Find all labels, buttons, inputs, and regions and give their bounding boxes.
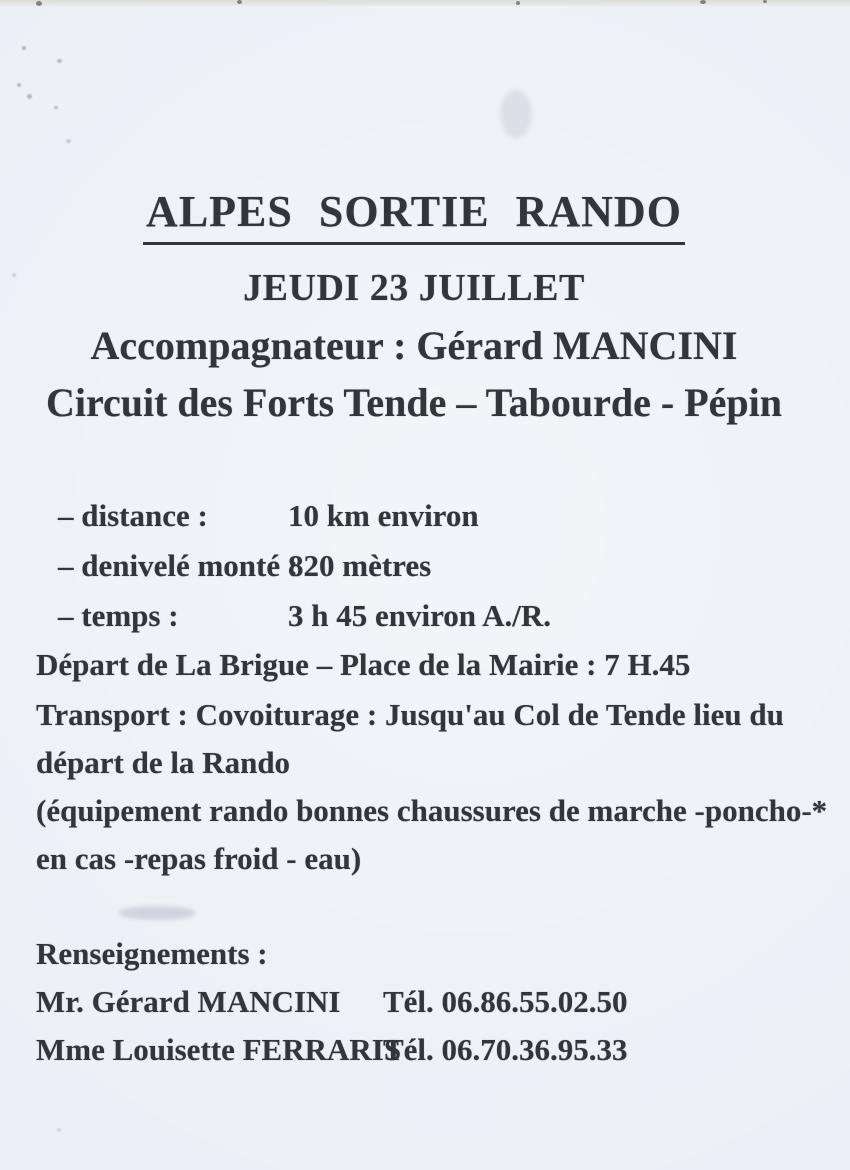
dust-speck	[17, 83, 21, 87]
dust-speck	[22, 46, 26, 50]
detail-label: – temps :	[58, 598, 179, 633]
scan-speck	[516, 1, 520, 5]
scan-smudge	[118, 906, 196, 920]
contact-row	[0, 984, 850, 1024]
scan-speck	[700, 0, 706, 4]
contact-name: Mme Louisette FERRARIS	[36, 1032, 402, 1067]
scan-edge	[0, 0, 850, 7]
dust-speck	[66, 139, 71, 143]
detail-value: 3 h 45 environ A./R.	[288, 598, 551, 633]
detail-value: 820 mètres	[288, 548, 432, 583]
detail-label: – distance :	[58, 498, 208, 533]
guide-line: Accompagnateur : Gérard MANCINI	[90, 323, 738, 368]
scan-speck	[36, 1, 42, 6]
dust-speck	[27, 94, 32, 99]
page-title-text: ALPES SORTIE RANDO	[143, 186, 685, 245]
dust-speck	[57, 1128, 61, 1132]
detail-value: 10 km environ	[288, 498, 479, 533]
detail-row-distance	[0, 498, 850, 538]
detail-row-denivele	[0, 548, 850, 588]
event-date: JEUDI 23 JUILLET	[243, 267, 585, 309]
contact-row	[0, 1032, 850, 1072]
dust-speck	[54, 106, 58, 109]
contacts-heading: Renseignements :	[36, 936, 268, 971]
contact-phone: Tél. 06.86.55.02.50	[383, 984, 628, 1019]
equipment-line: (équipement rando bonnes chaussures de marche -poncho-*	[36, 793, 828, 828]
scan-smudge	[500, 90, 532, 138]
transport-line-cont: départ de la Rando	[36, 745, 291, 780]
route-line: Circuit des Forts Tende – Tabourde - Pépin	[45, 380, 783, 425]
detail-row-temps	[0, 598, 850, 638]
dust-speck	[57, 59, 62, 63]
detail-label: – denivelé monté :	[58, 548, 299, 583]
page-title	[0, 186, 828, 245]
contact-phone: Tél. 06.70.36.95.33	[383, 1032, 628, 1067]
scan-speck	[763, 0, 767, 3]
equipment-line-cont: en cas -repas froid - eau)	[36, 841, 362, 876]
scan-speck	[237, 0, 242, 4]
departure-line: Départ de La Brigue – Place de la Mairie : 7 H.45	[36, 647, 691, 682]
contact-name: Mr. Gérard MANCINI	[36, 984, 341, 1019]
transport-line: Transport : Covoiturage : Jusqu'au Col de Tende lieu du	[36, 697, 784, 732]
